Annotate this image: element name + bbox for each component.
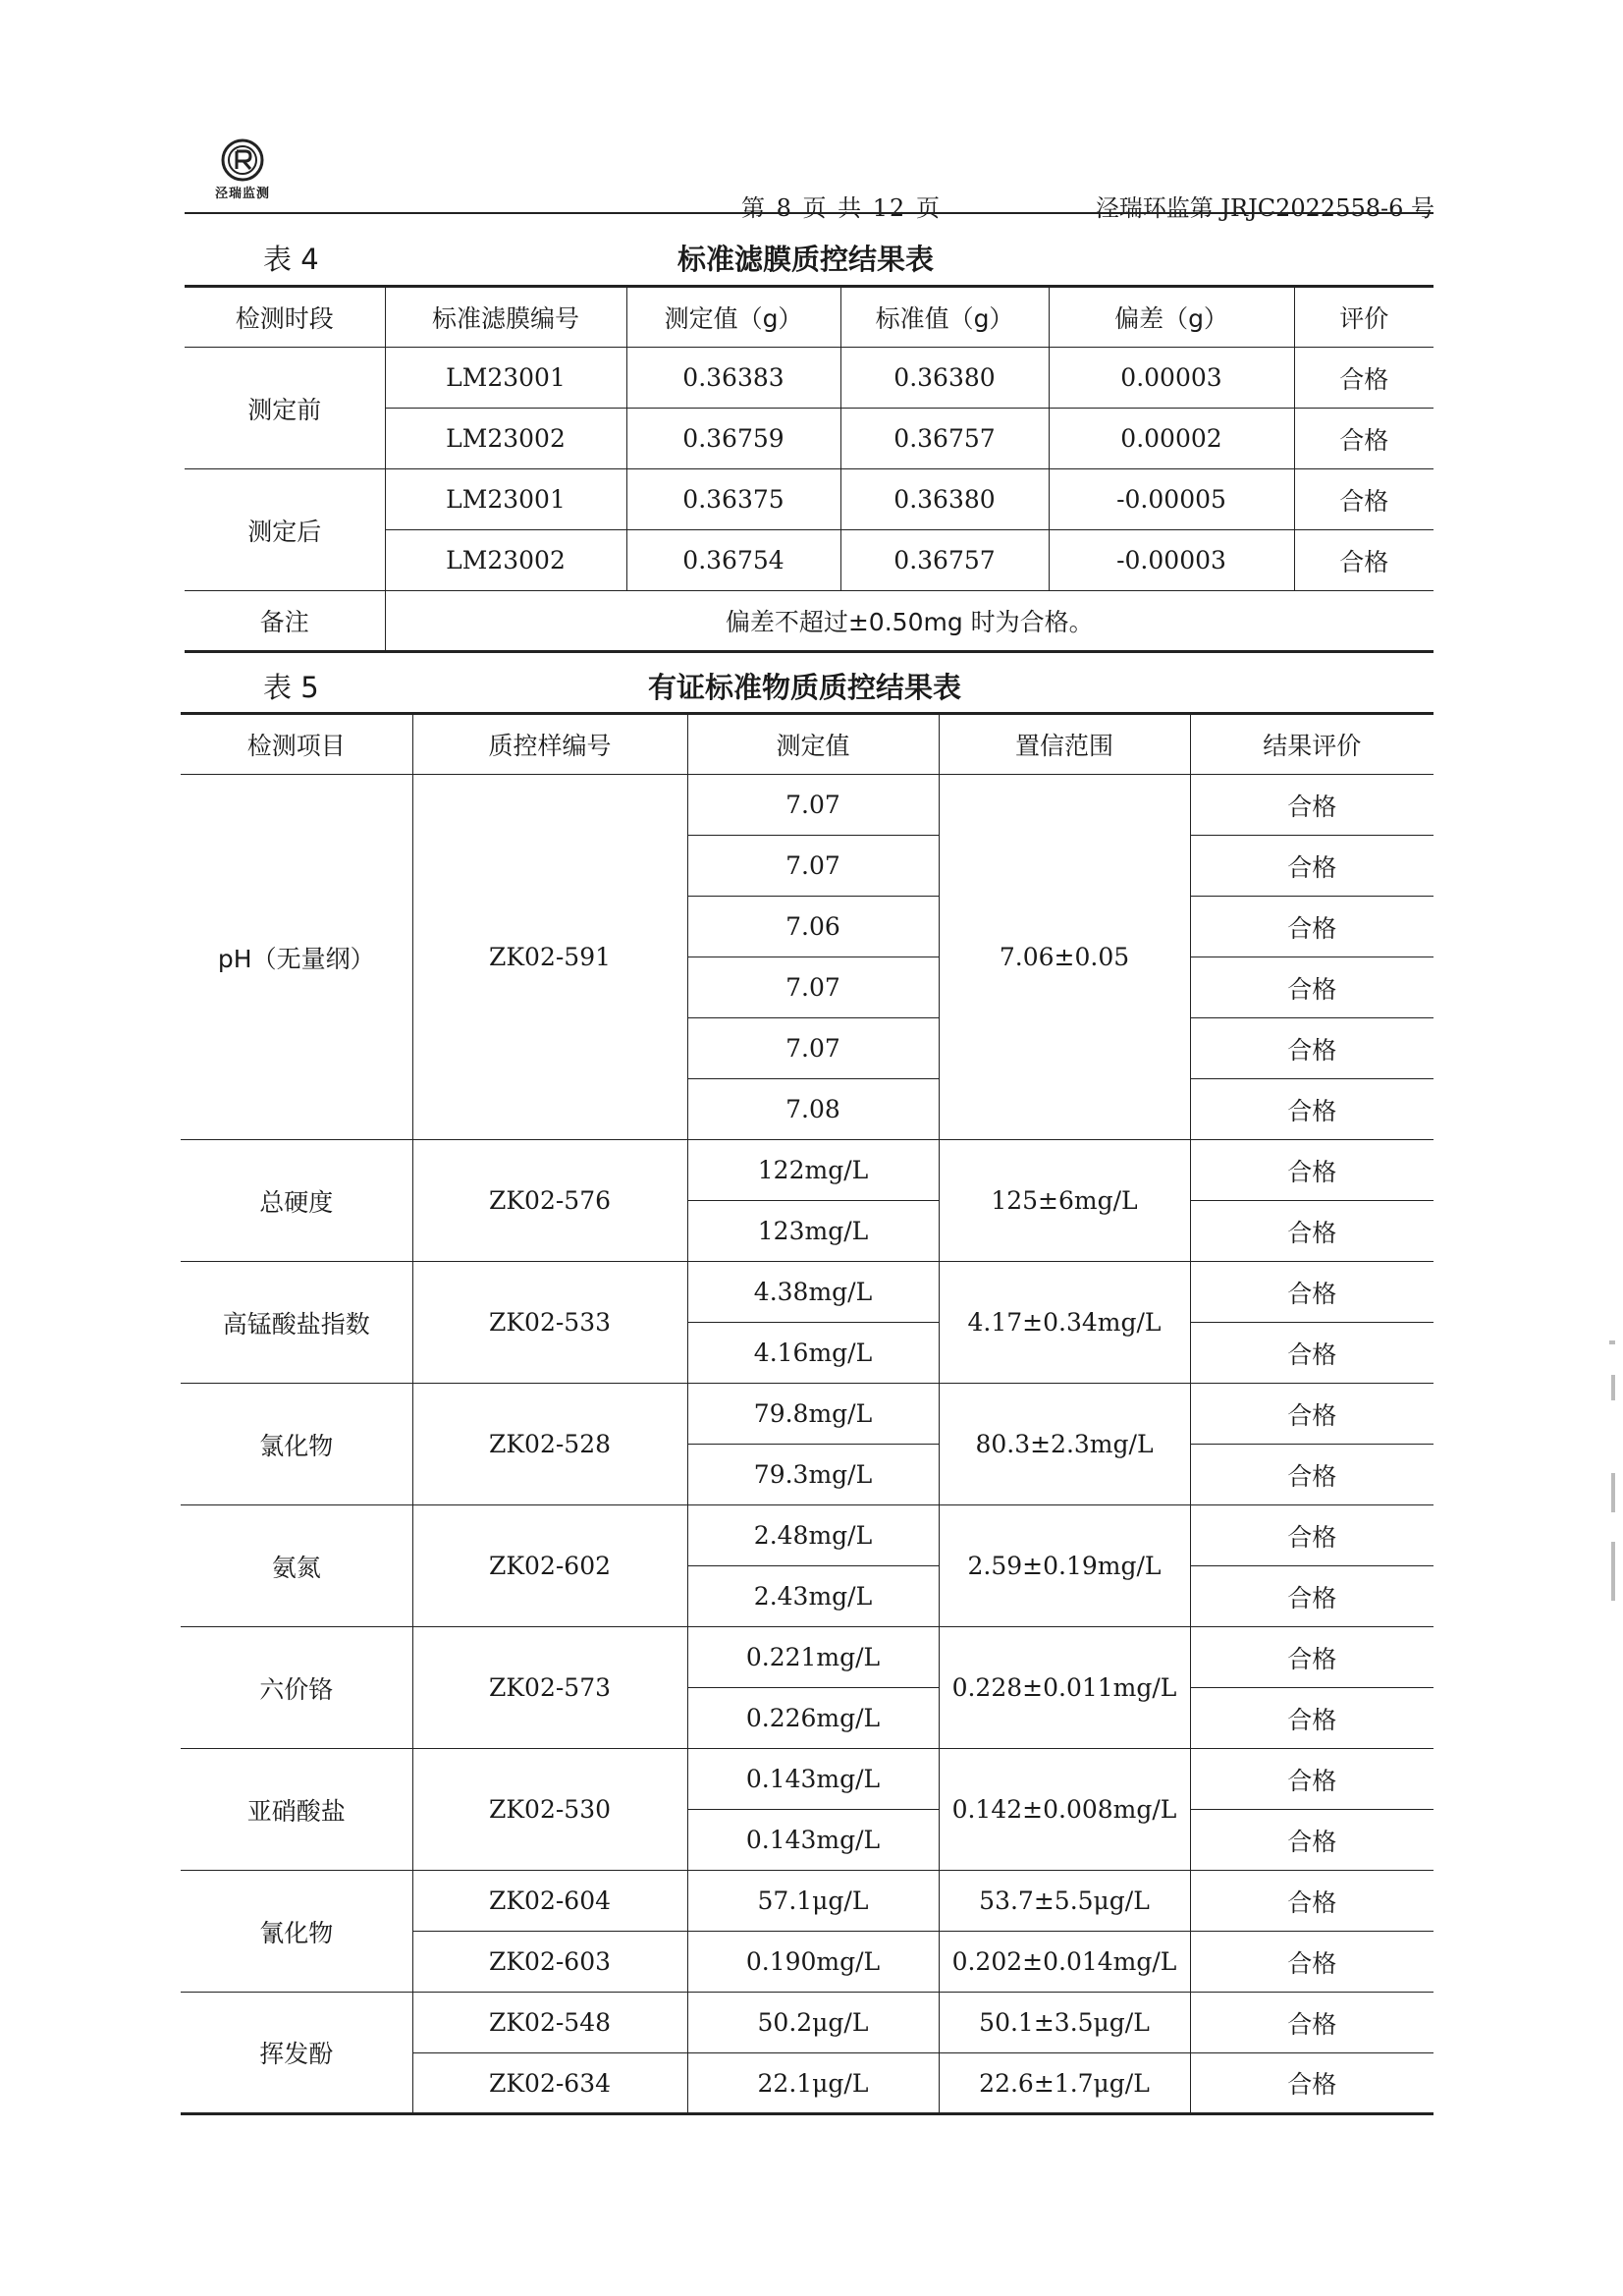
item-cell: 总硬度 <box>181 1140 412 1262</box>
scan-artifact <box>1611 1542 1615 1601</box>
measured-cell: 0.36754 <box>626 530 840 591</box>
table-row <box>181 1140 1434 1201</box>
eval-cell: 合格 <box>1190 1993 1434 2053</box>
measured-cell: 0.36383 <box>626 348 840 409</box>
note-text: 偏差不超过±0.50mg 时为合格。 <box>385 591 1434 652</box>
item-cell: 挥发酚 <box>181 1993 412 2114</box>
value-cell: 2.43mg/L <box>687 1566 939 1627</box>
range-cell: 7.06±0.05 <box>939 775 1190 1140</box>
value-cell: 22.1μg/L <box>687 2053 939 2114</box>
header-cell: 标准值（g） <box>840 287 1049 348</box>
value-cell: 122mg/L <box>687 1140 939 1201</box>
report-number: 泾瑞环监第 JRJC2022558-6 号 <box>1095 194 1434 222</box>
value-cell: 57.1μg/L <box>687 1871 939 1932</box>
eval-cell: 合格 <box>1190 1323 1434 1384</box>
sample-cell: ZK02-576 <box>412 1140 687 1262</box>
deviation-cell: 0.00002 <box>1049 409 1294 469</box>
table-header-row <box>181 714 1434 775</box>
scan-artifact <box>1611 1375 1615 1400</box>
sample-cell: ZK02-634 <box>412 2053 687 2114</box>
value-cell: 4.38mg/L <box>687 1262 939 1323</box>
value-cell: 7.07 <box>687 836 939 897</box>
table-row <box>181 1262 1434 1323</box>
sample-cell: ZK02-548 <box>412 1993 687 2053</box>
value-cell: 7.08 <box>687 1079 939 1140</box>
note-row <box>185 591 1434 652</box>
standard-cell: 0.36757 <box>840 530 1049 591</box>
sample-cell: ZK02-573 <box>412 1627 687 1749</box>
standard-cell: 0.36757 <box>840 409 1049 469</box>
measured-cell: 0.36759 <box>626 409 840 469</box>
eval-cell: 合格 <box>1190 897 1434 957</box>
membrane-id-cell: LM23001 <box>385 348 626 409</box>
range-cell: 4.17±0.34mg/L <box>939 1262 1190 1384</box>
item-cell: 高锰酸盐指数 <box>181 1262 412 1384</box>
eval-cell: 合格 <box>1190 1445 1434 1505</box>
table-row <box>181 1749 1434 1810</box>
table4-label: 表 4 <box>263 243 319 276</box>
table-row <box>185 348 1434 409</box>
period-cell: 测定后 <box>185 469 385 591</box>
table-row <box>181 1871 1434 1932</box>
membrane-id-cell: LM23002 <box>385 530 626 591</box>
scan-artifact <box>1609 1340 1615 1344</box>
deviation-cell: -0.00005 <box>1049 469 1294 530</box>
value-cell: 7.07 <box>687 1018 939 1079</box>
filter-membrane-qc-table <box>185 285 1434 653</box>
header-cell: 偏差（g） <box>1049 287 1294 348</box>
value-cell: 0.143mg/L <box>687 1749 939 1810</box>
header-cell: 检测时段 <box>185 287 385 348</box>
value-cell: 7.07 <box>687 957 939 1018</box>
table5-title: 有证标准物质质控结果表 <box>648 671 962 704</box>
value-cell: 79.3mg/L <box>687 1445 939 1505</box>
range-cell: 0.142±0.008mg/L <box>939 1749 1190 1871</box>
certified-reference-qc-table <box>181 712 1434 2115</box>
range-cell: 22.6±1.7μg/L <box>939 2053 1190 2114</box>
period-cell: 测定前 <box>185 348 385 469</box>
range-cell: 0.228±0.011mg/L <box>939 1627 1190 1749</box>
logo-emblem-icon <box>220 137 265 183</box>
scan-artifact <box>1611 1473 1615 1512</box>
header-cell: 置信范围 <box>939 714 1190 775</box>
value-cell: 79.8mg/L <box>687 1384 939 1445</box>
header-divider <box>185 212 1434 214</box>
eval-cell: 合格 <box>1190 1810 1434 1871</box>
eval-cell: 合格 <box>1190 775 1434 836</box>
item-cell: 六价铬 <box>181 1627 412 1749</box>
header-cell: 测定值 <box>687 714 939 775</box>
standard-cell: 0.36380 <box>840 348 1049 409</box>
range-cell: 80.3±2.3mg/L <box>939 1384 1190 1505</box>
eval-cell: 合格 <box>1294 530 1434 591</box>
eval-cell: 合格 <box>1190 1871 1434 1932</box>
eval-cell: 合格 <box>1190 1140 1434 1201</box>
deviation-cell: 0.00003 <box>1049 348 1294 409</box>
table-row <box>181 1384 1434 1445</box>
eval-cell: 合格 <box>1190 1627 1434 1688</box>
company-logo <box>214 137 271 201</box>
header-cell: 测定值（g） <box>626 287 840 348</box>
value-cell: 0.221mg/L <box>687 1627 939 1688</box>
sample-cell: ZK02-602 <box>412 1505 687 1627</box>
eval-cell: 合格 <box>1294 348 1434 409</box>
value-cell: 50.2μg/L <box>687 1993 939 2053</box>
standard-cell: 0.36380 <box>840 469 1049 530</box>
deviation-cell: -0.00003 <box>1049 530 1294 591</box>
value-cell: 0.143mg/L <box>687 1810 939 1871</box>
value-cell: 2.48mg/L <box>687 1505 939 1566</box>
measured-cell: 0.36375 <box>626 469 840 530</box>
table-row <box>181 1627 1434 1688</box>
range-cell: 2.59±0.19mg/L <box>939 1505 1190 1627</box>
sample-cell: ZK02-603 <box>412 1932 687 1993</box>
eval-cell: 合格 <box>1190 1384 1434 1445</box>
eval-cell: 合格 <box>1190 1262 1434 1323</box>
eval-cell: 合格 <box>1190 2053 1434 2114</box>
item-cell: 氨氮 <box>181 1505 412 1627</box>
header-cell: 质控样编号 <box>412 714 687 775</box>
table4-title: 标准滤膜质控结果表 <box>677 243 935 276</box>
range-cell: 53.7±5.5μg/L <box>939 1871 1190 1932</box>
eval-cell: 合格 <box>1294 409 1434 469</box>
header-cell: 结果评价 <box>1190 714 1434 775</box>
value-cell: 7.07 <box>687 775 939 836</box>
item-cell: 氯化物 <box>181 1384 412 1505</box>
value-cell: 0.226mg/L <box>687 1688 939 1749</box>
item-cell: 氰化物 <box>181 1871 412 1993</box>
membrane-id-cell: LM23001 <box>385 469 626 530</box>
range-cell: 125±6mg/L <box>939 1140 1190 1262</box>
sample-cell: ZK02-591 <box>412 775 687 1140</box>
sample-cell: ZK02-528 <box>412 1384 687 1505</box>
range-cell: 0.202±0.014mg/L <box>939 1932 1190 1993</box>
eval-cell: 合格 <box>1190 957 1434 1018</box>
table-row <box>185 469 1434 530</box>
eval-cell: 合格 <box>1190 1566 1434 1627</box>
header-cell: 标准滤膜编号 <box>385 287 626 348</box>
eval-cell: 合格 <box>1190 1079 1434 1140</box>
sample-cell: ZK02-530 <box>412 1749 687 1871</box>
value-cell: 0.190mg/L <box>687 1932 939 1993</box>
eval-cell: 合格 <box>1190 1932 1434 1993</box>
eval-cell: 合格 <box>1190 1749 1434 1810</box>
eval-cell: 合格 <box>1190 1688 1434 1749</box>
sample-cell: ZK02-604 <box>412 1871 687 1932</box>
table5-label: 表 5 <box>263 671 319 704</box>
header-cell: 评价 <box>1294 287 1434 348</box>
table-row <box>181 775 1434 836</box>
header-cell: 检测项目 <box>181 714 412 775</box>
note-label: 备注 <box>185 591 385 652</box>
sample-cell: ZK02-533 <box>412 1262 687 1384</box>
logo-text: 泾瑞监测 <box>214 187 270 201</box>
table-header-row <box>185 287 1434 348</box>
membrane-id-cell: LM23002 <box>385 409 626 469</box>
eval-cell: 合格 <box>1190 1201 1434 1262</box>
item-cell: pH（无量纲） <box>181 775 412 1140</box>
item-cell: 亚硝酸盐 <box>181 1749 412 1871</box>
value-cell: 7.06 <box>687 897 939 957</box>
eval-cell: 合格 <box>1190 1505 1434 1566</box>
range-cell: 50.1±3.5μg/L <box>939 1993 1190 2053</box>
table-row <box>181 1993 1434 2053</box>
table-row <box>181 1505 1434 1566</box>
value-cell: 4.16mg/L <box>687 1323 939 1384</box>
page-info: 第 8 页 共 12 页 <box>741 194 942 222</box>
value-cell: 123mg/L <box>687 1201 939 1262</box>
eval-cell: 合格 <box>1294 469 1434 530</box>
eval-cell: 合格 <box>1190 1018 1434 1079</box>
eval-cell: 合格 <box>1190 836 1434 897</box>
